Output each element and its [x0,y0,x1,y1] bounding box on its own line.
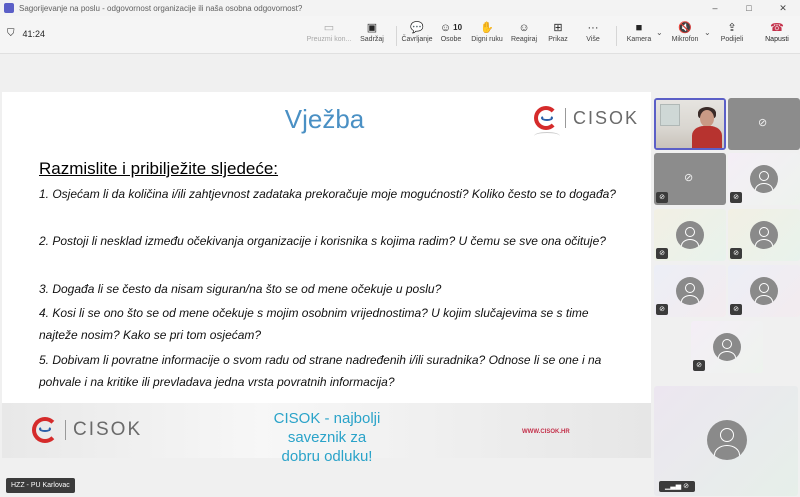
mic-options-chevron-icon[interactable]: ⌄ [704,28,711,37]
shared-content-stage [0,54,652,497]
avatar [750,221,778,249]
participant-tile[interactable] [728,209,800,261]
share-button[interactable]: ⇪ Podijeli [720,22,744,43]
question-1: 1. Osjećam li da količina i/ili zahtjevnost zadataka prekoračuje moje mogućnosti? Koliko često se to događa? [39,187,616,201]
participant-tile[interactable] [654,209,726,261]
participant-tile[interactable] [654,265,726,317]
presentation-slide [2,92,651,465]
mic-muted-icon: ⊘ [730,248,742,259]
mic-muted-icon: ⊘ [693,360,705,371]
shield-icon: ⛉ [7,28,15,39]
camera-options-chevron-icon[interactable]: ⌄ [656,28,663,37]
raise-hand-icon: ✋ [480,22,494,34]
cisok-footer-logo [32,417,142,443]
share-icon: ⇪ [727,22,737,34]
meeting-toolbar [0,16,800,54]
participant-video [656,100,724,148]
participant-tile[interactable] [691,321,763,373]
question-4: 4. Kosi li se ono što se od mene očekuje s mojim osobnim vrijednostima? U kojim slučajevima se s time najteže nosim? Kako se pri tom osjećam? [39,306,589,342]
camera-off-icon: ⊘ [684,172,694,184]
cisok-logo-mark-icon [534,106,558,130]
close-button[interactable]: ✕ [779,2,787,13]
window-title: Sagorijevanje na poslu - odgovornost organizacije ili naša osobna odgovornost? [19,3,303,13]
mic-muted-icon: ⊘ [730,192,742,203]
window-title-bar [0,0,800,16]
view-button[interactable]: ⊞ Prikaz [548,22,568,43]
slogan-line-1: CISOK - najbolji [273,410,381,427]
slide-title: Vježba [284,104,365,134]
toolbar-divider [616,26,617,46]
react-button[interactable]: ☺ Reagiraj [510,22,538,43]
participant-tile-video[interactable] [654,98,726,150]
logo-text: CISOK [573,107,640,128]
cisok-logo [534,106,639,130]
leave-button[interactable]: ☎ Napusti [765,22,789,43]
slogan-line-2: saveznik za [287,429,367,446]
people-icon: ☺ 10 [439,22,463,34]
mic-muted-icon: ⊘ [730,304,742,315]
camera-button[interactable]: ■ Kamera [626,22,652,43]
question-5: 5. Dobivam li povratne informacije o svom radu od strane nadređenih i/ili suradnika? Odnose li se one i na pohvale i na kritike ili prevladava jedna vrsta povratnih informacija? [39,353,602,389]
footer-url: WWW.CISOK.HR [522,429,570,435]
avatar [676,221,704,249]
hang-up-icon: ☎ [770,22,784,34]
camera-off-icon: ⊘ [758,117,768,129]
content-button[interactable]: ▣ Sadržaj [360,22,384,43]
slide-heading: Razmislite i pribilježite sljedeće: [39,159,279,178]
more-icon: ··· [587,22,599,34]
raise-hand-button[interactable]: ✋ Digni ruku [471,22,503,43]
mic-off-icon: 🔇 [678,22,692,34]
minimize-button[interactable]: – [712,3,718,13]
question-2: 2. Postoji li nesklad između očekivanja organizacije i korisnika s kojima radim? U čemu se sve ona očituje? [39,234,606,248]
participant-tile[interactable] [654,153,726,205]
view-icon: ⊞ [553,22,563,34]
people-button[interactable]: ☺ 10 Osobe [439,22,463,43]
avatar [676,277,704,305]
participant-tile[interactable] [728,265,800,317]
slide-footer [2,403,651,465]
mic-muted-icon: ⊘ [656,304,668,315]
avatar [713,333,741,361]
take-control-button[interactable]: ▭ Preuzmi kon... [306,22,352,43]
footer-logo-text: CISOK [73,419,143,440]
teams-app-icon [4,3,14,13]
react-icon: ☺ [518,22,530,34]
cisok-logo-mark-icon [32,417,58,443]
chat-button[interactable]: 💬 Čavrljanje [401,22,433,43]
camera-off-icon: ■ [635,22,643,34]
participant-tile-self[interactable] [654,386,798,496]
timer-text: 41:24 [22,28,46,39]
participant-tile[interactable] [728,98,800,150]
slogan [242,409,412,466]
window-controls [698,0,800,16]
people-count: 10 [453,23,463,32]
mic-muted-icon: ⊘ [656,192,668,203]
content-icon: ▣ [366,22,378,34]
more-button[interactable]: ··· Više [586,22,600,43]
mic-muted-icon: ⊘ [656,248,668,259]
avatar [750,277,778,305]
signal-mic-muted-icon: ▁▃▅ ⊘ [659,481,695,492]
meeting-timer [7,28,45,39]
chat-icon: 💬 [410,22,424,34]
slogan-line-3: dobru odluku! [281,448,373,465]
participant-tile[interactable] [728,153,800,205]
share-screen-icon: ▭ [323,22,335,34]
avatar [707,420,747,460]
avatar [750,165,778,193]
presenter-name-label: HZZ - PU Karlovac [6,478,75,493]
microphone-button[interactable]: 🔇 Mikrofon [671,22,699,43]
participants-gallery [652,54,800,497]
question-3: 3. Događa li se često da nisam siguran/na što se od mene očekuje u poslu? [39,282,442,296]
maximize-button[interactable]: □ [746,3,752,13]
